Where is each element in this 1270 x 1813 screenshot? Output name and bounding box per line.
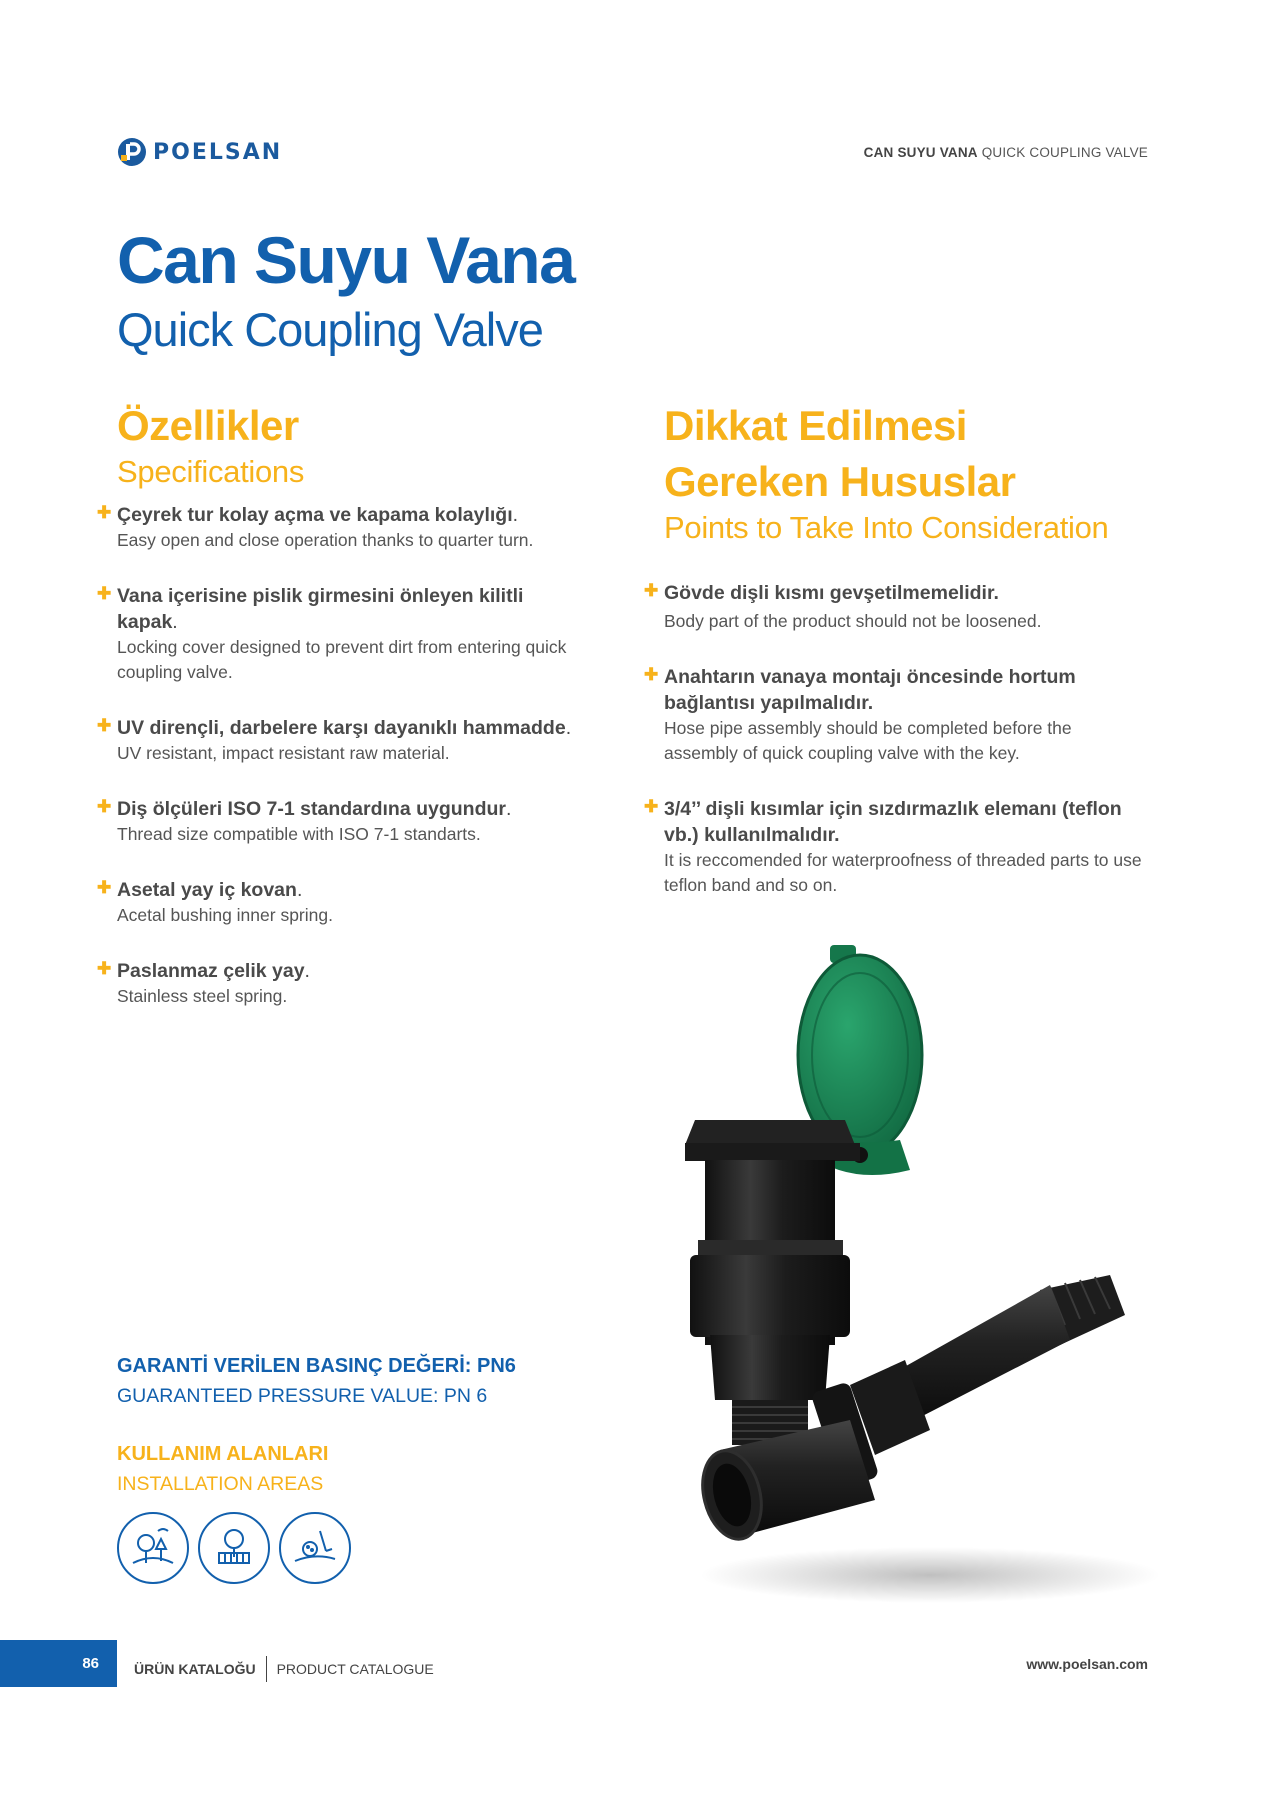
plus-icon: ✚	[644, 665, 659, 684]
running-header	[864, 145, 1148, 160]
pressure-value-tr: GARANTİ VERİLEN BASINÇ DEĞERİ: PN6	[117, 1355, 516, 1377]
spec-en: Stainless steel spring.	[117, 986, 288, 1006]
list-item	[97, 796, 577, 847]
spec-tr: Vana içerisine pislik girmesini önleyen kilitli kapak	[117, 585, 524, 633]
specs-heading-en: Specifications	[117, 454, 305, 489]
installation-heading-tr: KULLANIM ALANLARI	[117, 1443, 329, 1465]
plus-icon: ✚	[97, 584, 112, 603]
poelsan-logo-icon	[117, 137, 147, 167]
plus-icon: ✚	[97, 503, 112, 522]
list-item	[644, 580, 1144, 634]
footer-catalogue-en: PRODUCT CATALOGUE	[276, 1661, 434, 1677]
running-header-bold: CAN SUYU VANA	[863, 145, 978, 160]
running-header-regular: QUICK COUPLING VALVE	[981, 145, 1148, 160]
list-item	[97, 583, 577, 685]
specs-heading	[117, 398, 304, 490]
points-heading	[664, 398, 1108, 546]
footer-catalogue	[134, 1656, 434, 1682]
installation-icons	[117, 1512, 351, 1584]
points-heading-tr-1: Dikkat Edilmesi	[664, 402, 967, 449]
points-list	[644, 580, 1144, 928]
plus-icon: ✚	[97, 878, 112, 897]
page-number: 86	[0, 1640, 117, 1687]
plus-icon: ✚	[97, 959, 112, 978]
golf-icon	[279, 1512, 351, 1584]
spec-tr-end: .	[565, 717, 572, 739]
point-tr: Anahtarın vanaya montajı öncesinde hortum bağlantısı yapılmalıdır.	[664, 666, 1076, 714]
plus-icon: ✚	[97, 797, 112, 816]
spec-tr-end: .	[512, 504, 519, 526]
list-item	[97, 715, 577, 766]
park-icon	[117, 1512, 189, 1584]
pressure-value-en: GUARANTEED PRESSURE VALUE: PN 6	[117, 1385, 488, 1407]
spec-tr: Paslanmaz çelik yay	[117, 960, 305, 982]
point-en: Hose pipe assembly should be completed before the assembly of quick coupling valve with the key.	[664, 718, 1072, 763]
point-tr: 3/4’’ dişli kısımlar için sızdırmazlık elemanı (teflon vb.) kullanılmalıdır.	[664, 798, 1122, 846]
footer-catalogue-tr: ÜRÜN KATALOĞU	[134, 1661, 256, 1677]
plus-icon: ✚	[644, 581, 659, 600]
brand-logo	[117, 135, 282, 169]
list-item	[97, 877, 577, 928]
installation-heading-en: INSTALLATION AREAS	[117, 1473, 324, 1495]
plus-icon: ✚	[644, 797, 659, 816]
page-subtitle: Quick Coupling Valve	[117, 303, 543, 356]
spec-en: UV resistant, impact resistant raw material.	[117, 743, 450, 763]
spec-en: Locking cover designed to prevent dirt from entering quick coupling valve.	[117, 637, 567, 682]
spec-tr: Diş ölçüleri ISO 7-1 standardına uygundur	[117, 798, 506, 820]
list-item	[644, 664, 1144, 766]
garden-icon	[198, 1512, 270, 1584]
spec-tr: Asetal yay iç kovan	[117, 879, 297, 901]
spec-en: Thread size compatible with ISO 7-1 standarts.	[117, 824, 481, 844]
specs-heading-tr: Özellikler	[117, 402, 299, 449]
list-item	[97, 502, 577, 553]
spec-tr: Çeyrek tur kolay açma ve kapama kolaylığı	[117, 504, 513, 526]
point-en: Body part of the product should not be loosened.	[664, 611, 1042, 631]
points-heading-en: Points to Take Into Consideration	[664, 510, 1109, 545]
quick-coupling-valve-image	[660, 945, 1170, 1605]
points-heading-tr-2: Gereken Hususlar	[664, 458, 1016, 505]
spec-tr-end: .	[304, 960, 310, 982]
point-tr: Gövde dişli kısmı gevşetilmemelidir.	[664, 582, 999, 604]
footer-website-link[interactable]: www.poelsan.com	[1026, 1656, 1148, 1672]
spec-tr: UV dirençli, darbelere karşı dayanıklı hammadde	[117, 717, 566, 739]
spec-en: Acetal bushing inner spring.	[117, 905, 333, 925]
logo-text: POELSAN	[153, 139, 283, 165]
spec-tr-end: .	[296, 879, 303, 901]
point-en: It is reccomended for waterproofness of threaded parts to use teflon band and so on.	[664, 850, 1142, 895]
spec-tr-end: .	[172, 611, 178, 633]
specs-list	[97, 502, 577, 1039]
page-title: Can Suyu Vana	[117, 223, 575, 297]
list-item	[644, 796, 1144, 898]
list-item	[97, 958, 577, 1009]
footer-divider	[266, 1656, 267, 1682]
spec-tr-end: .	[506, 798, 512, 820]
plus-icon: ✚	[97, 716, 112, 735]
spec-en: Easy open and close operation thanks to quarter turn.	[117, 530, 534, 550]
